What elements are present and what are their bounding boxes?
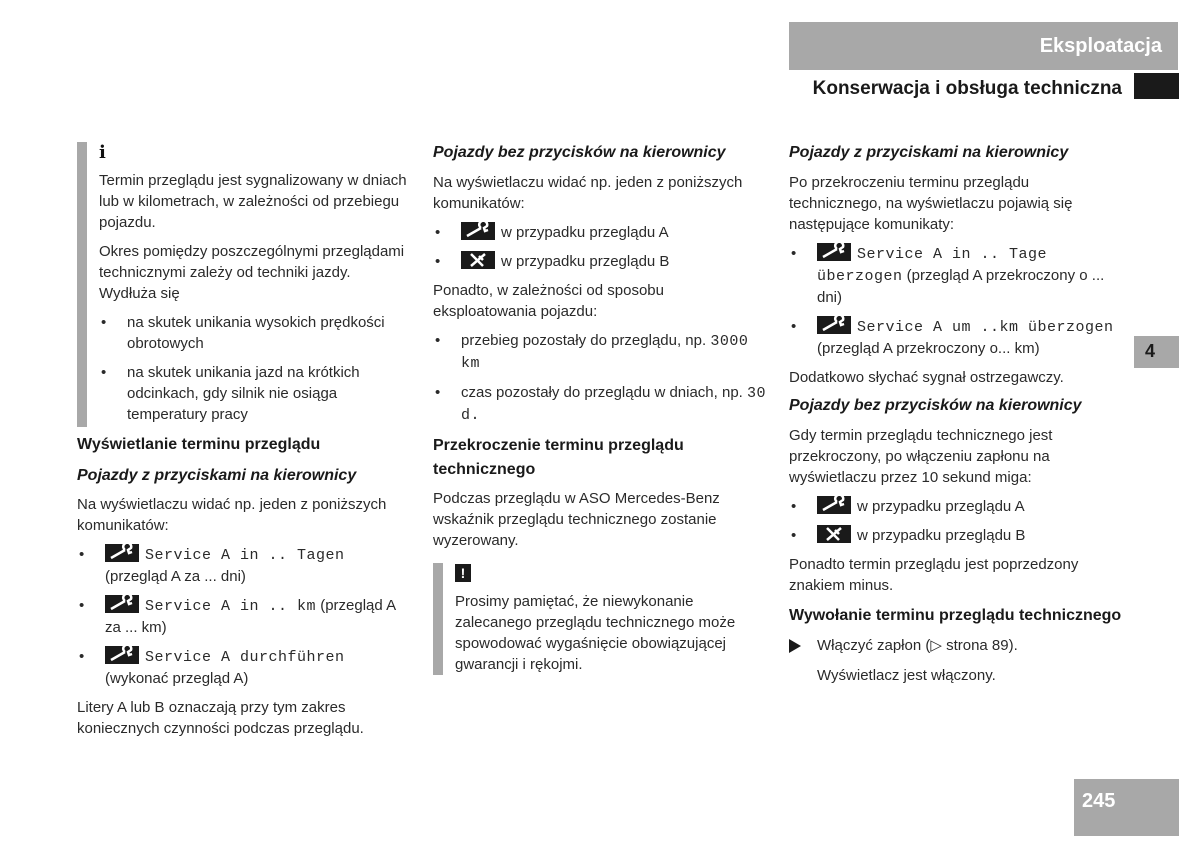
list-item: • Service A in .. km (przegląd A za ... km)	[77, 595, 411, 638]
middle-column	[433, 141, 767, 675]
note-bar	[433, 563, 443, 675]
left-column	[77, 142, 411, 739]
list-item: • na skutek unikania jazd na krótkich odcinkach, gdy silnik nie osiąga temperatury pracy	[101, 364, 360, 423]
section-heading: Wyświetlanie terminu przeglądu	[77, 436, 321, 453]
section-title: Eksploatacja	[1039, 35, 1162, 57]
wrench-icon	[105, 544, 139, 562]
warning-note	[433, 563, 767, 675]
page-subtitle: Konserwacja i obsługa techniczna	[812, 78, 1122, 99]
paragraph: Na wyświetlaczu widać np. jeden z poniższych komunikatów:	[77, 496, 387, 534]
warning-icon: !	[455, 564, 471, 582]
chapter-number: 4	[1145, 341, 1156, 361]
list-item: • Service A in .. Tagen (przegląd A za ... dni)	[77, 544, 411, 587]
info-paragraph: Okres pomiędzy poszczególnymi przeglądami technicznymi zależy od techniki jazdy. Wydłuża się	[99, 243, 405, 302]
list-item: • czas pozostały do przeglądu w dniach, np. 30 d.	[435, 384, 767, 424]
list-item: • Service A durchführen (wykonać przegląd A)	[77, 646, 411, 689]
warning-text: Prosimy pamiętać, że niewykonanie zalecanego przeglądu technicznego może spowodować wygaśnięcie obowiązującej gwarancji i rękojmi.	[455, 593, 736, 673]
step-result: Wyświetlacz jest włączony.	[817, 667, 996, 684]
info-note	[77, 142, 411, 427]
info-paragraph: Termin przeglądu jest sygnalizowany w dniach lub w kilometrach, w zależności od przebiegu pojazdu.	[99, 172, 407, 231]
paragraph: Na wyświetlaczu widać np. jeden z poniższych komunikatów:	[433, 174, 743, 212]
info-icon: i	[99, 142, 106, 163]
list-item: • w przypadku przeglądu A	[789, 496, 1125, 517]
header-marker	[1134, 73, 1179, 99]
subsection-heading: Pojazdy z przyciskami na kierownicy	[789, 144, 1069, 161]
paragraph: Po przekroczeniu terminu przeglądu technicznego, na wyświetlaczu pojawią się następujące komunikaty:	[789, 174, 1073, 233]
section-heading: Wywołanie terminu przeglądu technicznego	[789, 607, 1122, 624]
right-column	[789, 141, 1125, 686]
wrench-icon	[817, 496, 851, 514]
paragraph: Ponadto, w zależności od sposobu eksploatowania pojazdu:	[433, 282, 664, 320]
paragraph: Ponadto termin przeglądu jest poprzedzony znakiem minus.	[789, 556, 1079, 594]
list-item: • w przypadku przeglądu B	[791, 527, 1026, 544]
list-item: • na skutek unikania wysokich prędkości obrotowych	[101, 314, 385, 352]
section-header	[789, 22, 1178, 70]
wrench-icon	[105, 595, 139, 613]
list-item: • przebieg pozostały do przeglądu, np. 3000 km	[435, 332, 749, 372]
wrench-icon	[105, 646, 139, 664]
subsection-heading: Pojazdy bez przycisków na kierownicy	[433, 144, 726, 161]
section-heading: Przekroczenie terminu przeglądu technicznego	[433, 437, 684, 478]
subsection-heading: Pojazdy z przyciskami na kierownicy	[77, 467, 357, 484]
instruction-step	[789, 635, 1125, 656]
paragraph: Dodatkowo słychać sygnał ostrzegawczy.	[789, 369, 1064, 386]
step-arrow-icon	[789, 639, 801, 653]
note-bar	[77, 142, 87, 427]
paragraph: Gdy termin przeglądu technicznego jest przekroczony, po włączeniu zapłonu na wyświetlaczu przez 10 sekund miga:	[789, 427, 1053, 486]
list-item: • w przypadku przeglądu A	[433, 222, 767, 243]
paragraph: Podczas przeglądu w ASO Mercedes-Benz wskaźnik przeglądu technicznego zostanie wyzerowany.	[433, 490, 720, 549]
wrench-b-icon	[817, 525, 851, 543]
chapter-tab	[1134, 336, 1179, 368]
page-number: 245	[1082, 790, 1116, 812]
list-item: • Service A um ..km überzogen (przegląd A przekroczony o... km)	[789, 316, 1125, 359]
wrench-icon	[817, 316, 851, 334]
wrench-icon	[461, 222, 495, 240]
list-item: • Service A in .. Tage überzogen (przegląd A przekroczony o ... dni)	[789, 243, 1125, 308]
wrench-icon	[817, 243, 851, 261]
step-text: Włączyć zapłon (▷ strona 89).	[817, 637, 1018, 654]
subsection-heading: Pojazdy bez przycisków na kierownicy	[789, 397, 1082, 414]
page-number-box	[1074, 779, 1179, 836]
paragraph: Litery A lub B oznaczają przy tym zakres koniecznych czynności podczas przeglądu.	[77, 699, 364, 737]
wrench-b-icon	[461, 251, 495, 269]
list-item: • w przypadku przeglądu B	[435, 253, 670, 270]
